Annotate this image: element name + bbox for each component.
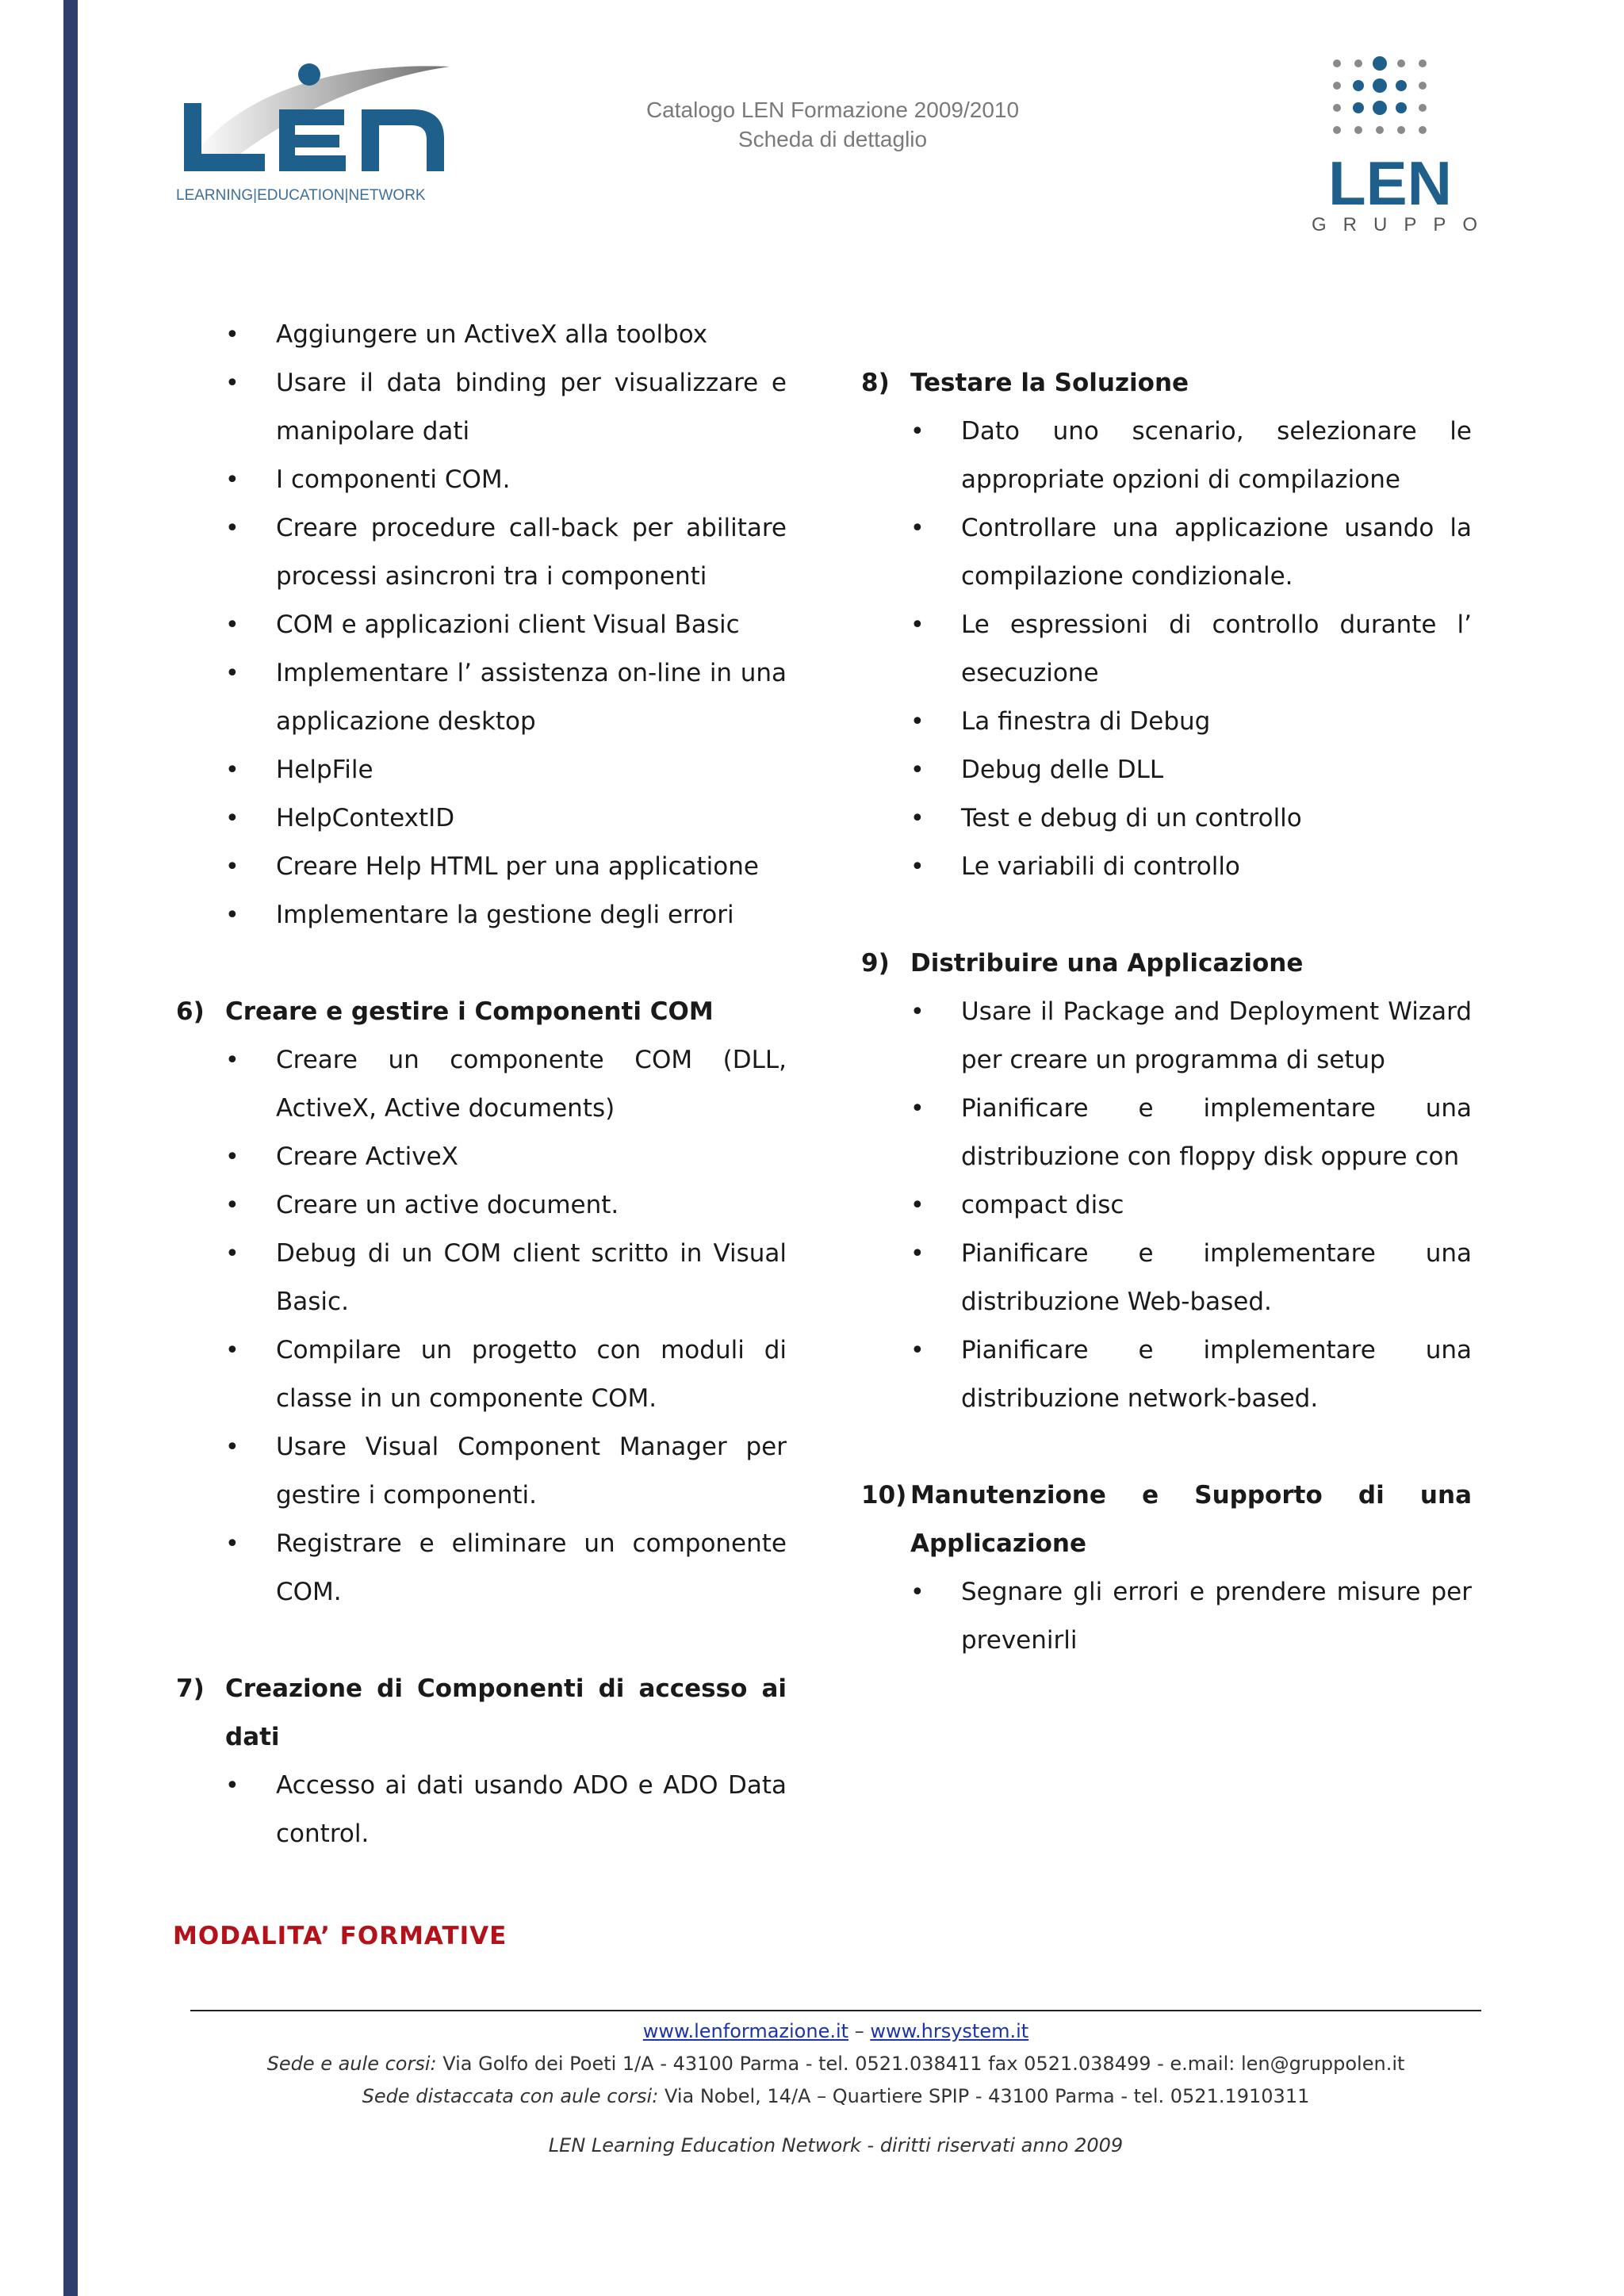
len-gruppo-logo (1299, 54, 1495, 252)
section-7-heading (176, 1665, 787, 1762)
len-gruppo-word: LEN (1328, 148, 1452, 212)
footer-address-main (190, 2053, 1481, 2075)
list-item: • Creare procedure call-back per abilitare processi asincroni tra i componenti (176, 504, 787, 601)
lenformazione-link[interactable]: www.lenformazione.it (642, 2020, 849, 2042)
header-catalog-text (587, 95, 1078, 154)
len-logo-icon (176, 62, 455, 181)
left-column (176, 311, 787, 1858)
footer-address-branch (190, 2085, 1481, 2107)
list-item: • Implementare la gestione degli errori (176, 891, 787, 939)
len-logo-caption: LEARNING|EDUCATION|NETWORK (176, 187, 426, 204)
footer-divider (190, 2010, 1481, 2011)
len-logo (176, 62, 455, 212)
section-10-list (861, 1568, 1472, 1665)
list-item: • HelpContextID (176, 794, 787, 843)
list-item: • Usare Visual Component Manager per gestire i componenti. (176, 1423, 787, 1520)
branch-label: Sede distaccata con aule corsi: (362, 2085, 659, 2107)
section-10-heading (861, 1471, 1472, 1568)
footer-links (190, 2020, 1481, 2042)
section-9-heading (861, 939, 1472, 988)
list-item: • Creare Help HTML per una applicatione (176, 843, 787, 891)
page-left-border (63, 0, 78, 2296)
section-number: 6) (176, 997, 205, 1026)
section-6-list (176, 1036, 787, 1617)
section-number: 8) (861, 369, 890, 397)
section-9-list (861, 988, 1472, 1423)
top-bullet-list (176, 311, 787, 939)
list-item: • Le espressioni di controllo durante l’ esecuzione (861, 601, 1472, 698)
section-number: 10) (861, 1481, 907, 1510)
list-item: • Creare un active document. (176, 1181, 787, 1230)
list-item: • Usare il data binding per visualizzare e manipolare dati (176, 359, 787, 456)
list-item: • COM e applicazioni client Visual Basic (176, 601, 787, 649)
section-8-list (861, 408, 1472, 891)
list-item: • Implementare l’ assistenza on-line in una applicazione desktop (176, 649, 787, 746)
section-number: 7) (176, 1674, 205, 1703)
hrsystem-link[interactable]: www.hrsystem.it (870, 2020, 1029, 2042)
address-label: Sede e aule corsi: (266, 2053, 437, 2075)
section-8-heading (861, 359, 1472, 408)
list-item: • Usare il Package and Deployment Wizard per creare un programma di setup (861, 988, 1472, 1085)
catalog-subtitle: Scheda di dettaglio (737, 127, 928, 151)
list-item: • Segnare gli errori e prendere misure per prevenirli (861, 1568, 1472, 1665)
list-item: • Debug delle DLL (861, 746, 1472, 794)
section-6-heading (176, 988, 787, 1036)
list-item: • Accesso ai dati usando ADO e ADO Data control. (176, 1762, 787, 1858)
list-item: • Registrare e eliminare un componente COM. (176, 1520, 787, 1617)
branch-text: Via Nobel, 14/A – Quartiere SPIP - 43100 Parma - tel. 0521.1910311 (664, 2085, 1310, 2107)
dots-grid-icon (1299, 54, 1481, 212)
section-number: 9) (861, 949, 890, 978)
list-item: • Pianificare e implementare una distribuzione network-based. (861, 1326, 1472, 1423)
list-item: • Dato uno scenario, selezionare le appropriate opzioni di compilazione (861, 408, 1472, 504)
list-item: • HelpFile (176, 746, 787, 794)
link-separator: – (854, 2020, 864, 2042)
copyright-text: LEN Learning Education Network - diritti riservati anno 2009 (548, 2134, 1124, 2156)
modalita-formative-heading: MODALITA’ FORMATIVE (173, 1922, 508, 1950)
list-item: • Debug di un COM client scritto in Visual Basic. (176, 1230, 787, 1326)
list-item: • Controllare una applicazione usando la compilazione condizionale. (861, 504, 1472, 601)
section-title: Distribuire una Applicazione (910, 949, 1304, 978)
list-item: • Pianificare e implementare una distribuzione con floppy disk oppure con (861, 1085, 1472, 1181)
list-item: • Pianificare e implementare una distribuzione Web-based. (861, 1230, 1472, 1326)
list-item: • compact disc (861, 1181, 1472, 1230)
footer-copyright (190, 2134, 1481, 2156)
list-item: • Creare un componente COM (DLL, ActiveX, Active documents) (176, 1036, 787, 1133)
gruppo-subtitle: GRUPPO (1312, 214, 1495, 235)
list-item: • I componenti COM. (176, 456, 787, 504)
section-title: Testare la Soluzione (910, 369, 1189, 397)
section-title: Creazione di Componenti di accesso ai dati (225, 1674, 787, 1751)
list-item: • Compilare un progetto con moduli di classe in un componente COM. (176, 1326, 787, 1423)
list-item: • Aggiungere un ActiveX alla toolbox (176, 311, 787, 359)
right-column (861, 311, 1472, 1665)
catalog-title: Catalogo LEN Formazione 2009/2010 (645, 98, 1020, 122)
list-item: • Test e debug di un controllo (861, 794, 1472, 843)
list-item: • La finestra di Debug (861, 698, 1472, 746)
list-item: • Le variabili di controllo (861, 843, 1472, 891)
section-title: Manutenzione e Supporto di una Applicazione (910, 1481, 1472, 1558)
section-7-list (176, 1762, 787, 1858)
list-item: • Creare ActiveX (176, 1133, 787, 1181)
address-text: Via Golfo dei Poeti 1/A - 43100 Parma - tel. 0521.038411 fax 0521.038499 - e.mail: len@gruppolen.it (442, 2053, 1405, 2075)
section-title: Creare e gestire i Componenti COM (225, 997, 714, 1026)
